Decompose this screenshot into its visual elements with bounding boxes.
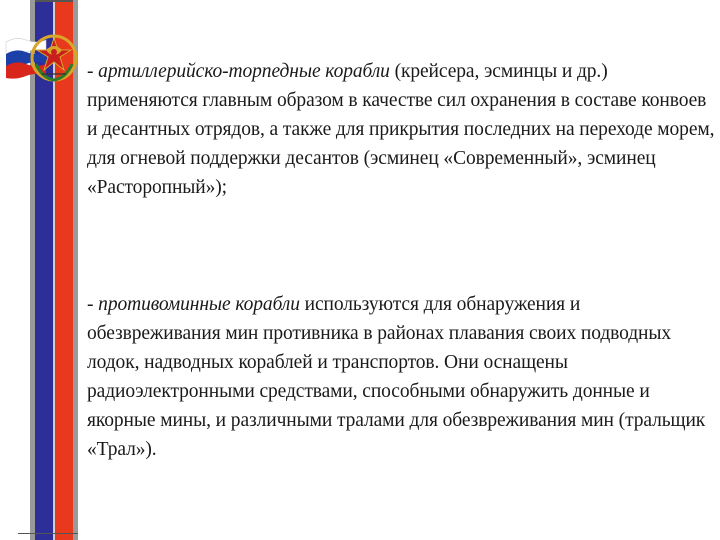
paragraph-mine-countermeasure-ships	[87, 290, 717, 464]
term-artillery-torpedo-ships: артиллерийско-торпедные корабли	[98, 61, 390, 82]
paragraph-text: (крейсера, эсминцы и др.) применяются главным образом в качестве сил охранения в составе конвоев и десантных отрядов, а также для прикрытия последних на переходе морем, для огневой поддержки десантов (эсминец «Современный», эсминец «Расторопный»);	[87, 61, 715, 198]
paragraph-text: используются для обнаружения и обезвреживания мин противника в районах плавания своих подводных лодок, надводных кораблей и транспортов. Они оснащены радиоэлектронными средствами, способными обнаружить донные и якорные мины, и различными тралами для обезвреживания мин (тральщик «Трал»).	[87, 294, 706, 460]
russian-navy-emblem-icon	[2, 28, 86, 84]
top-rule	[35, 0, 73, 2]
term-mine-countermeasure-ships: противоминные корабли	[98, 294, 300, 315]
bottom-rule	[18, 533, 78, 534]
list-dash: -	[87, 294, 99, 315]
paragraph-artillery-torpedo-ships	[87, 57, 717, 202]
list-dash: -	[87, 61, 99, 82]
